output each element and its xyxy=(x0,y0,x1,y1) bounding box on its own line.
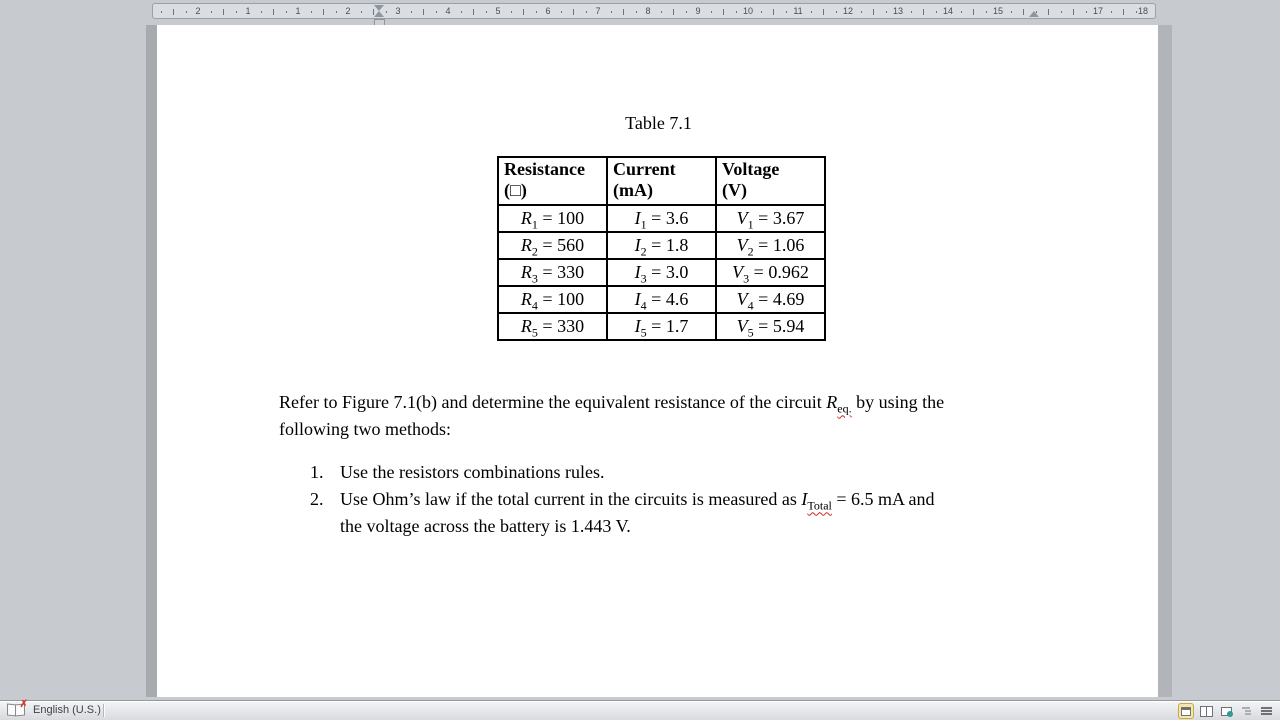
table-cell: $R_2 = 560$ xyxy=(498,232,607,259)
table-cell: $V_2 = 1.06$ xyxy=(716,232,825,259)
ruler-tick xyxy=(661,11,662,13)
table-cell: $I_5 = 1.7$ xyxy=(607,313,716,340)
reading-layout-view-button[interactable] xyxy=(1198,703,1214,719)
ruler-number: 17 xyxy=(1092,6,1104,16)
ruler-number: 12 xyxy=(842,6,854,16)
ruler-tick xyxy=(673,9,674,15)
ruler-tick xyxy=(1111,11,1112,13)
variable-r-eq: R xyxy=(826,392,838,412)
list-item-text: = 6.5 mA and xyxy=(831,489,935,509)
table-cell: $R_4 = 100$ xyxy=(498,286,607,313)
ruler-tick xyxy=(686,11,687,13)
ruler-tick xyxy=(486,11,487,13)
ruler-number: 9 xyxy=(695,6,701,16)
ruler-tick xyxy=(636,11,637,13)
data-table xyxy=(497,156,826,341)
table-header-cell: Current (mA) xyxy=(607,157,716,205)
ruler-tick xyxy=(373,9,374,15)
ruler-tick xyxy=(1036,11,1037,13)
ruler-tick xyxy=(186,11,187,13)
document-page[interactable] xyxy=(157,25,1158,697)
ruler-number: 2 xyxy=(195,6,201,16)
ruler-tick xyxy=(736,11,737,13)
ruler-tick xyxy=(361,11,362,13)
list-number: 2. xyxy=(310,489,324,509)
ruler-number: 11 xyxy=(793,6,803,16)
ruler-tick xyxy=(611,11,612,13)
ruler-tick xyxy=(911,11,912,13)
spellcheck-status-icon[interactable]: ✗ xyxy=(7,704,25,717)
web-globe-icon xyxy=(1221,707,1232,716)
list-item xyxy=(310,486,1070,540)
ruler-tick xyxy=(1136,11,1137,13)
table-header-row xyxy=(498,157,825,205)
ruler-number: 13 xyxy=(892,6,904,16)
table-cell: $I_4 = 4.6$ xyxy=(607,286,716,313)
table-row xyxy=(498,286,825,313)
ruler-tick xyxy=(511,11,512,13)
ruler-tick xyxy=(1123,9,1124,15)
table-title: Table 7.1 xyxy=(625,113,692,133)
ruler-tick xyxy=(386,11,387,13)
ruler-tick xyxy=(1073,9,1074,15)
table-cell: $V_3 = 0.962$ xyxy=(716,259,825,286)
ruler-number: 1 xyxy=(295,6,301,16)
web-layout-view-button[interactable] xyxy=(1218,703,1234,719)
table-cell: $I_3 = 3.0$ xyxy=(607,259,716,286)
ruler-tick xyxy=(811,11,812,13)
ruler-tick xyxy=(473,9,474,15)
outline-view-button[interactable] xyxy=(1238,703,1254,719)
ruler-tick xyxy=(1023,9,1024,15)
table-cell: $I_1 = 3.6$ xyxy=(607,205,716,232)
ruler-number: 4 xyxy=(445,6,451,16)
table-cell: $R_1 = 100$ xyxy=(498,205,607,232)
table-header-cell: Voltage (V) xyxy=(716,157,825,205)
right-indent-marker[interactable] xyxy=(1029,11,1039,17)
ruler-tick xyxy=(823,9,824,15)
ruler-tick xyxy=(861,11,862,13)
ruler-tick xyxy=(411,11,412,13)
table-row xyxy=(498,232,825,259)
ruler-tick xyxy=(786,11,787,13)
table-cell: $V_1 = 3.67$ xyxy=(716,205,825,232)
ruler-tick xyxy=(436,11,437,13)
table-cell: $I_2 = 1.8$ xyxy=(607,232,716,259)
ruler-tick xyxy=(561,11,562,13)
ruler-tick xyxy=(1048,9,1049,15)
ruler-tick xyxy=(223,9,224,15)
ruler-number: 8 xyxy=(645,6,651,16)
ruler-tick xyxy=(836,11,837,13)
list-item xyxy=(310,459,1070,486)
table-header-cell: Resistance (□) xyxy=(498,157,607,205)
paragraph-text: following two methods: xyxy=(279,419,451,439)
ruler-tick xyxy=(1086,11,1087,13)
table-row xyxy=(498,205,825,232)
ruler-tick xyxy=(623,9,624,15)
ruler-tick xyxy=(1011,11,1012,13)
view-buttons xyxy=(1178,702,1274,720)
ruler-number: 3 xyxy=(395,6,401,16)
ruler-tick xyxy=(323,9,324,15)
ruler-tick xyxy=(311,11,312,13)
list-item-text: Use Ohm’s law if the total current in the circuits is measured as xyxy=(340,489,802,509)
table-cell: $V_5 = 5.94$ xyxy=(716,313,825,340)
ruler-tick xyxy=(273,9,274,15)
ruler-number: 18 xyxy=(1137,6,1149,16)
ruler-number: 6 xyxy=(545,6,551,16)
outline-lines-icon xyxy=(1242,706,1251,716)
body-paragraph xyxy=(279,389,1109,443)
page-left-edge xyxy=(146,25,157,697)
ruler-number: 2 xyxy=(345,6,351,16)
table-cell: $V_4 = 4.69$ xyxy=(716,286,825,313)
draft-view-button[interactable] xyxy=(1258,703,1274,719)
ruler-tick xyxy=(423,9,424,15)
ruler-tick xyxy=(536,11,537,13)
ruler-tick xyxy=(523,9,524,15)
list-number: 1. xyxy=(310,462,324,482)
ruler-number: 5 xyxy=(495,6,501,16)
ruler-tick xyxy=(573,9,574,15)
table-cell: $R_5 = 330$ xyxy=(498,313,607,340)
subscript-total: Total xyxy=(807,498,832,513)
ruler-tick xyxy=(211,11,212,13)
draft-lines-icon xyxy=(1261,706,1272,716)
status-bar xyxy=(0,700,1280,720)
page-right-shadow xyxy=(1158,25,1172,697)
ruler-tick xyxy=(161,11,162,13)
ruler-tick xyxy=(461,11,462,13)
variable-i-total: I xyxy=(801,489,808,509)
horizontal-ruler[interactable] xyxy=(152,3,1156,19)
ruler-tick xyxy=(873,9,874,15)
paragraph-text: by using the xyxy=(851,392,945,412)
ruler-tick xyxy=(973,9,974,15)
ruler-tick xyxy=(261,11,262,13)
paragraph-text: Refer to Figure 7.1(b) and determine the equivalent resistance of the circuit xyxy=(279,392,827,412)
document-view-icon xyxy=(1181,707,1191,716)
ruler-tick xyxy=(236,11,237,13)
ruler-tick xyxy=(886,11,887,13)
subscript-eq: eq. xyxy=(837,401,852,416)
ruler-number: 7 xyxy=(595,6,601,16)
language-indicator[interactable]: English (U.S.) xyxy=(33,704,101,716)
hanging-indent-marker[interactable] xyxy=(374,11,384,17)
ruler-number: 14 xyxy=(942,6,954,16)
list-item-text: the voltage across the battery is 1.443 V. xyxy=(340,516,631,536)
list-item-text: Use the resistors combinations rules. xyxy=(340,462,605,482)
table-row xyxy=(498,259,825,286)
ruler-tick xyxy=(711,11,712,13)
status-separator xyxy=(103,704,104,717)
ruler-tick xyxy=(173,9,174,15)
ruler-number: 15 xyxy=(992,6,1004,16)
ruler-tick xyxy=(986,11,987,13)
ruler-tick xyxy=(286,11,287,13)
ruler-number: 10 xyxy=(742,6,754,16)
ruler-tick xyxy=(961,11,962,13)
ruler-tick xyxy=(336,11,337,13)
table-row xyxy=(498,313,825,340)
ruler-tick xyxy=(723,9,724,15)
ruler-tick xyxy=(586,11,587,13)
ruler-number: 1 xyxy=(245,6,251,16)
ruler-tick xyxy=(761,11,762,13)
ruler-tick xyxy=(773,9,774,15)
print-layout-view-button[interactable] xyxy=(1178,703,1194,719)
ruler-tick xyxy=(1061,11,1062,13)
table-cell: $R_3 = 330$ xyxy=(498,259,607,286)
open-book-icon xyxy=(1200,706,1213,717)
ruler-tick xyxy=(923,9,924,15)
ruler-tick xyxy=(936,11,937,13)
